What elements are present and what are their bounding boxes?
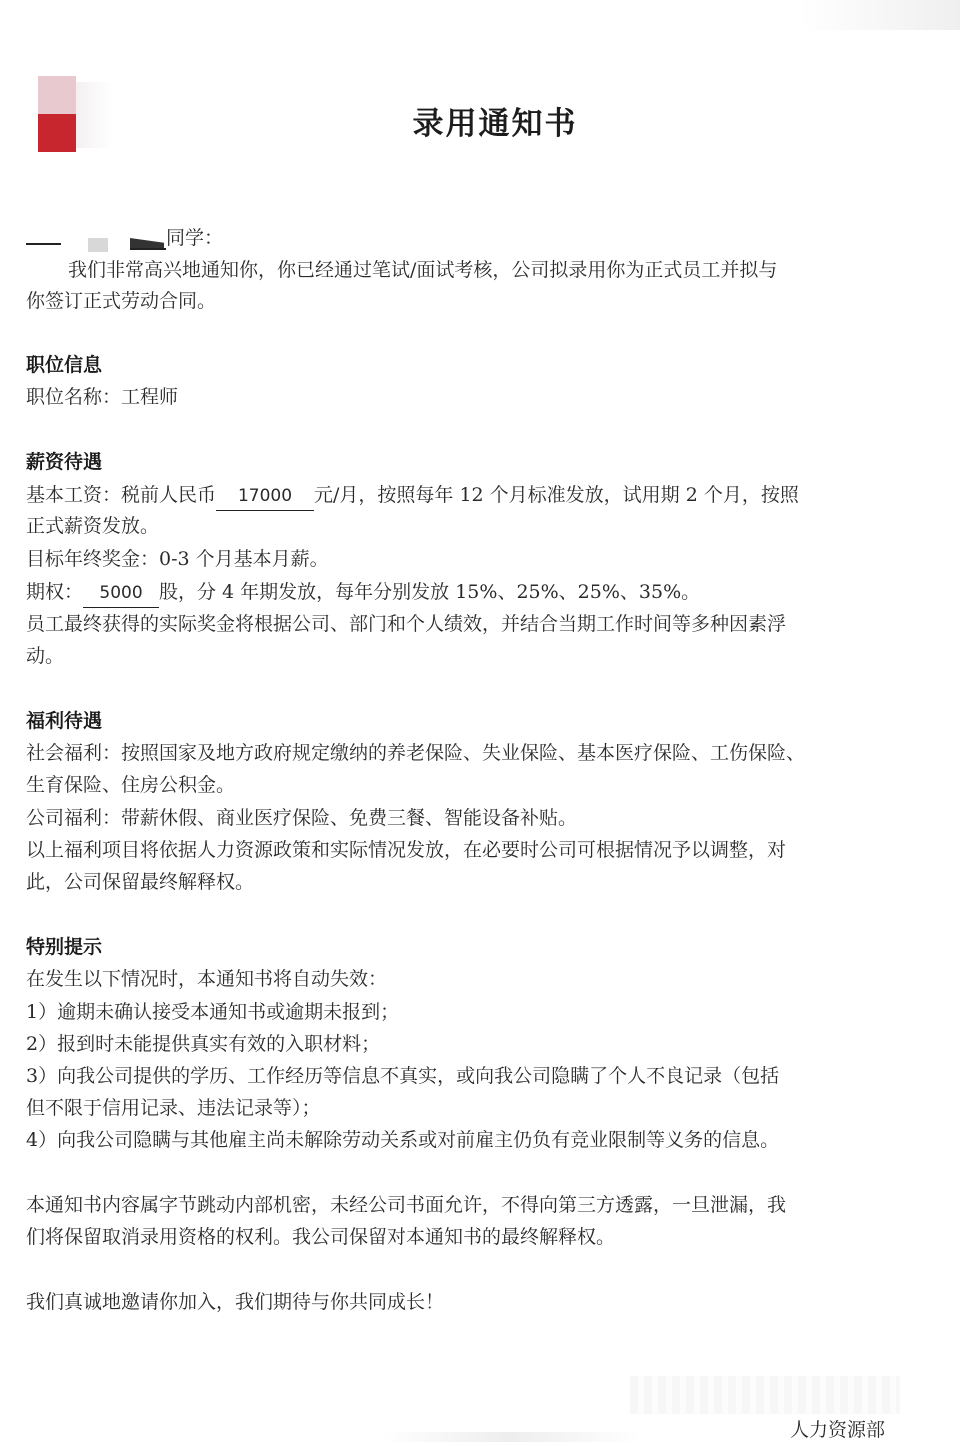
document-title: 录用通知书 [412,106,578,142]
corner-shadow [800,0,960,30]
special-item-3-cont: 但不限于信用记录、违法记录等）； [26,1097,321,1119]
benefits-note-line2: 此，公司保留最终解释权。 [26,871,255,893]
base-salary-line [26,479,906,511]
options-prefix: 期权： [26,581,84,603]
special-item-1: 1）逾期未确认接受本通知书或逾期未报到； [26,1001,400,1023]
special-heading: 特别提示 [26,936,103,958]
special-item-2: 2）报到时未能提供真实有效的入职材料； [26,1033,381,1055]
bonus-line: 目标年终奖金：0-3 个月基本月薪。 [26,548,329,570]
benefits-heading: 福利待遇 [26,710,103,732]
bonus-note-line: 员工最终获得的实际奖金将根据公司、部门和个人绩效，并结合当期工作时间等多种因素浮 [26,613,787,635]
intro-line: 我们非常高兴地通知你，你已经通过笔试/面试考核，公司拟录用你为正式员工并拟与 [68,259,778,281]
options-detail: 股，分 4 年期发放，每年分别发放 15%、25%、25%、35%。 [159,581,701,603]
social-benefits-line2: 生育保险、住房公积金。 [26,774,236,796]
base-salary-detail: 元/月，按照每年 12 个月标准发放，试用期 2 个月，按照 [314,484,799,506]
redacted-name-underline [26,243,61,245]
base-salary-amount: 17000 [216,482,314,511]
signature-department: 人力资源部 [789,1419,885,1441]
base-salary-prefix: 基本工资：税前人民币 [26,484,217,506]
position-title-line: 职位名称：工程师 [26,386,179,408]
intro-line: 你签订正式劳动合同。 [26,290,217,312]
bonus-note-line2: 动。 [26,645,65,667]
confidential-line: 本通知书内容属字节跳动内部机密，未经公司书面允许，不得向第三方透露，一旦泄漏，我 [26,1194,787,1216]
social-benefits-line: 社会福利：按照国家及地方政府规定缴纳的养老保险、失业保险、基本医疗保险、工伤保险、 [26,742,806,764]
position-heading: 职位信息 [26,354,103,376]
redacted-name-block [88,238,108,252]
special-item-3: 3）向我公司提供的学历、工作经历等信息不真实，或向我公司隐瞒了个人不良记录（包括 [26,1065,780,1087]
closing-line: 我们真诚地邀请你加入，我们期待与你共同成长！ [26,1291,445,1313]
options-line [26,576,906,608]
redacted-name-underline [130,248,166,250]
signature-redaction [630,1376,900,1414]
scan-smudge [380,1432,640,1442]
confidential-line2: 们将保留取消录用资格的权利。我公司保留对本通知书的最终解释权。 [26,1226,616,1248]
special-item-4: 4）向我公司隐瞒与其他雇主尚未解除劳动关系或对前雇主仍负有竞业限制等义务的信息。 [26,1129,780,1151]
company-benefits-line: 公司福利：带薪休假、商业医疗保险、免费三餐、智能设备补贴。 [26,807,578,829]
base-salary-line2: 正式薪资发放。 [26,515,160,537]
greeting-suffix: 同学： [166,227,224,249]
options-amount: 5000 [83,579,159,608]
salary-heading: 薪资待遇 [26,451,103,473]
special-intro: 在发生以下情况时，本通知书将自动失效： [26,968,388,990]
benefits-note-line: 以上福利项目将依据人力资源政策和实际情况发放，在必要时公司可根据情况予以调整，对 [26,839,787,861]
